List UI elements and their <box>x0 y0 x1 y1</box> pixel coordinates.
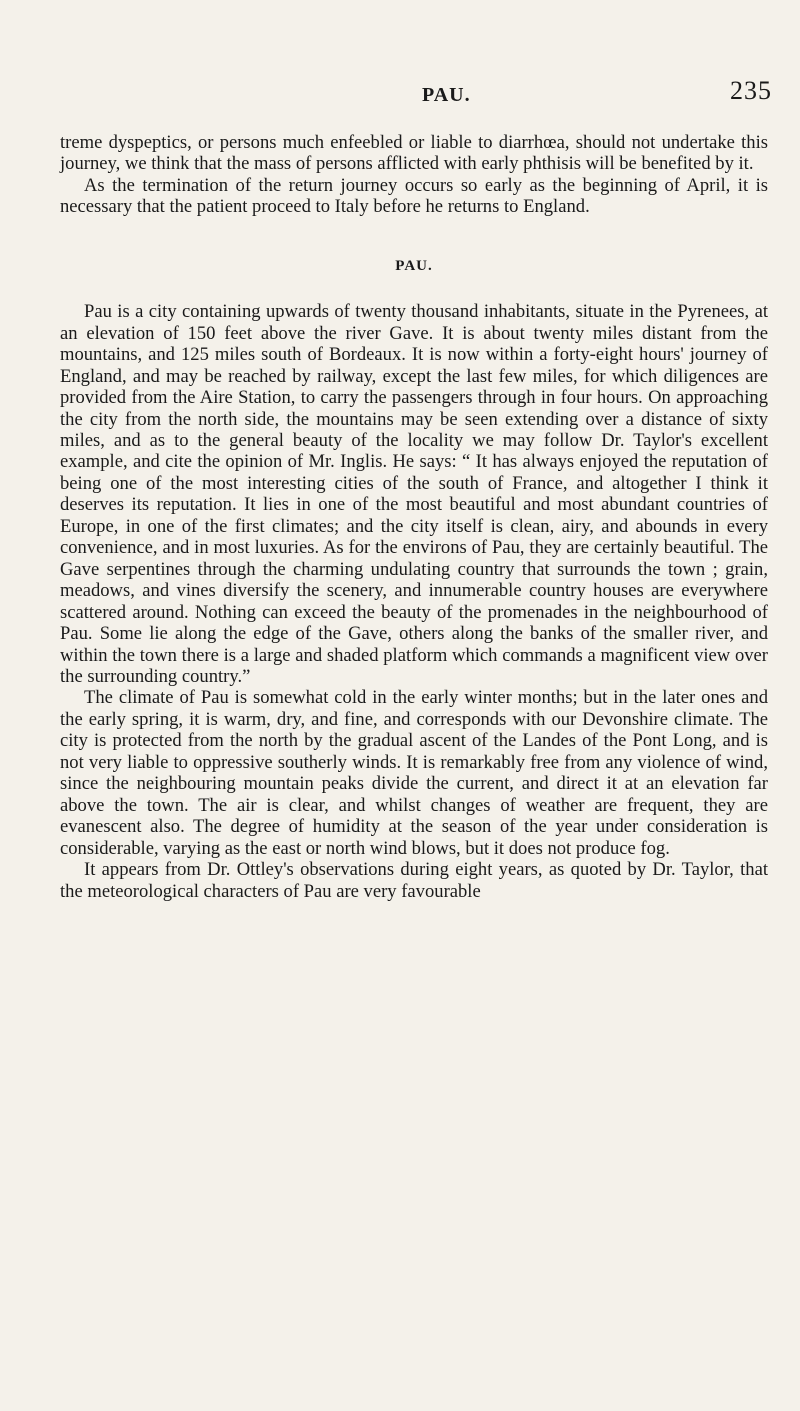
intro-paragraph: As the termination of the return journey occurs so early as the beginning of April, it is necessary that the patient proceed to Italy before he returns to England. <box>60 174 768 218</box>
page-number: 235 <box>730 76 772 105</box>
running-head <box>60 76 772 114</box>
running-title: PAU. <box>422 84 471 106</box>
section-paragraph-observations: It appears from Dr. Ottley's observations during eight years, as quoted by Dr. Taylor, that the meteorological characters of Pau are very favourable <box>60 859 768 902</box>
section-paragraph-location: Pau is a city containing upwards of twenty thousand inhabitants, situate in the Pyrenees, at an elevation of 150 feet above the river Gave. It is about twenty miles distant from the mountains, and 125 miles south of Bordeaux. It is now within a forty-eight hours' journey of England, and may be reached by railway, except the last few miles, for which diligences are provided from the Aire Station, to carry the passengers through in four hours. On approaching the city from the north side, the mountains may be seen extending over a distance of sixty miles, and as to the general beauty of the locality we may follow Dr. Taylor's excellent example, and cite the opinion of Mr. Inglis. He says: “ It has always enjoyed the reputation of being one of the most interesting cities of the south of France, and altogether I think it deserves its reputation. It lies in one of the most beautiful and most abundant countries of Europe, in one of the first climates; and the city itself is clean, airy, and abounds in every convenience, and in most luxuries. As for the environs of Pau, they are certainly beautiful. The Gave serpentines through the charming undulating country that surrounds the town ; grain, meadows, and vines diversify the scenery, and innumerable country houses are everywhere scattered around. Nothing can exceed the beauty of the promenades in the neighbourhood of Pau. Some lie along the edge of the Gave, others along the banks of the smaller river, and within the town there is a large and shaded platform which commands a magnificent view over the surrounding country.” <box>60 301 768 687</box>
body-text <box>60 132 768 902</box>
section-heading: PAU. <box>395 257 433 274</box>
section-paragraph-climate: The climate of Pau is somewhat cold in the early winter months; but in the later ones and the early spring, it is warm, dry, and fine, and corresponds with our Devonshire climate. The city is protected from the north by the gradual ascent of the Landes of the Pont Long, and is not very liable to oppressive southerly winds. It is remarkably free from any violence of wind, since the neighbouring mountain peaks divide the current, and direct it at an elevation far above the town. The air is clear, and whilst changes of weather are frequent, they are evanescent also. The degree of humidity at the season of the year under consideration is considerable, varying as the east or north wind blows, but it does not produce fog. <box>60 687 768 859</box>
intro-paragraph-continued: treme dyspeptics, or persons much enfeebled or liable to diarrhœa, should not undertake this journey, we think that the mass of persons afflicted with early phthisis will be benefited by it. <box>60 132 768 175</box>
